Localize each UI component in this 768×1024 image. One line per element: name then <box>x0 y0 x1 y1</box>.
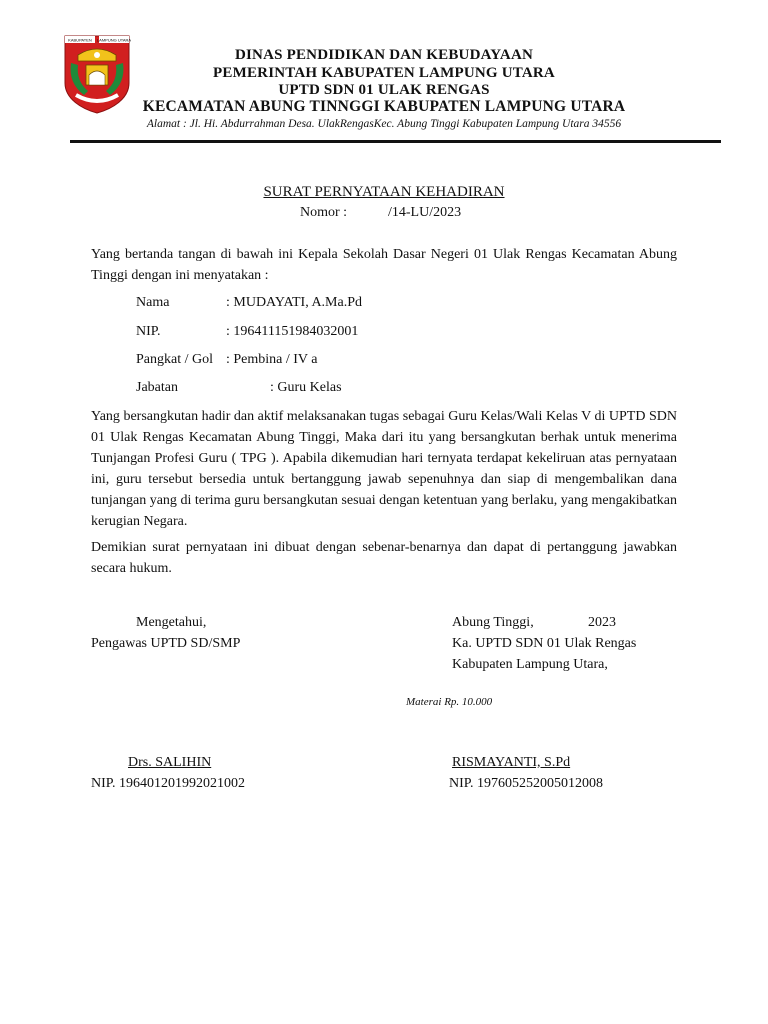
letterhead-address: Alamat : Jl. Hi. Abdurrahman Desa. UlakRengasKec. Abung Tinggi Kabupaten Lampung Utara 34556 <box>146 118 622 130</box>
field-label: NIP. <box>136 324 161 339</box>
letterhead-district: KECAMATAN ABUNG TINNGGI KABUPATEN LAMPUNG UTARA <box>142 98 626 115</box>
right-sig-place: Abung Tinggi, <box>452 615 534 630</box>
right-sig-year: 2023 <box>588 615 616 630</box>
nomor-value: /14-LU/2023 <box>388 205 462 220</box>
right-sig-role: Ka. UPTD SDN 01 Ulak Rengas <box>452 636 637 651</box>
field-label: Nama <box>136 295 170 310</box>
nomor-label: Nomor : <box>300 205 348 220</box>
document-title: SURAT PERNYATAAN KEHADIRAN <box>263 184 505 200</box>
letterhead-school: UPTD SDN 01 ULAK RENGAS <box>278 82 490 98</box>
logo-text-left: KABUPATEN <box>68 37 92 43</box>
field-label: Pangkat / Gol <box>136 352 213 367</box>
left-sig-role: Pengawas UPTD SD/SMP <box>91 636 241 651</box>
left-sig-nip: NIP. 196401201992021002 <box>91 776 246 791</box>
field-value: : 196411151984032001 <box>226 324 359 339</box>
letterhead-divider <box>70 140 721 143</box>
closing-paragraph: Demikian surat pernyataan ini dibuat dengan sebenar-benarnya dan dapat di pertanggung jawabkan secara hukum. <box>91 540 677 576</box>
right-sig-region: Kabupaten Lampung Utara, <box>452 657 608 672</box>
field-value: : Pembina / IV a <box>226 352 318 367</box>
field-label: Jabatan <box>136 380 178 395</box>
left-sig-acknowledge: Mengetahui, <box>136 615 207 630</box>
left-sig-name: Drs. SALIHIN <box>128 755 212 770</box>
letterhead-government: PEMERINTAH KABUPATEN LAMPUNG UTARA <box>213 65 555 81</box>
right-sig-name: RISMAYANTI, S.Pd <box>452 755 571 770</box>
statement-paragraph: Yang bersangkutan hadir dan aktif melaksanakan tugas sebagai Guru Kelas/Wali Kelas V di UPTD SDN 01 Ulak Rengas Kecamatan Abung Tinggi, Maka dari itu yang bersangkutan berhak untuk menerima Tunjangan Profesi Guru ( TPG ). Apabila dikemudian hari ternyata terdapat kekeliruan atas pernyataan ini, guru tersebut bersedia untuk bertanggung jawab sepenuhnya dan siap di mengembalikan dana tunjangan yang di terima guru bersangkutan sesuai dengan ketentuan yang berlaku, yang mengakibatkan kerugian Negara. <box>91 409 677 529</box>
letterhead-agency: DINAS PENDIDIKAN DAN KEBUDAYAAN <box>234 47 534 63</box>
stamp-duty-note: Materai Rp. 10.000 <box>406 696 493 708</box>
field-value: : MUDAYATI, A.Ma.Pd <box>226 295 363 310</box>
logo-text-right: LAMPUNG UTARA <box>96 37 132 43</box>
intro-paragraph: Yang bertanda tangan di bawah ini Kepala Sekolah Dasar Negeri 01 Ulak Rengas Kecamatan Abung Tinggi dengan ini menyatakan : <box>91 247 677 283</box>
field-value: : Guru Kelas <box>270 380 342 395</box>
right-sig-nip: NIP. 197605252005012008 <box>449 776 604 791</box>
